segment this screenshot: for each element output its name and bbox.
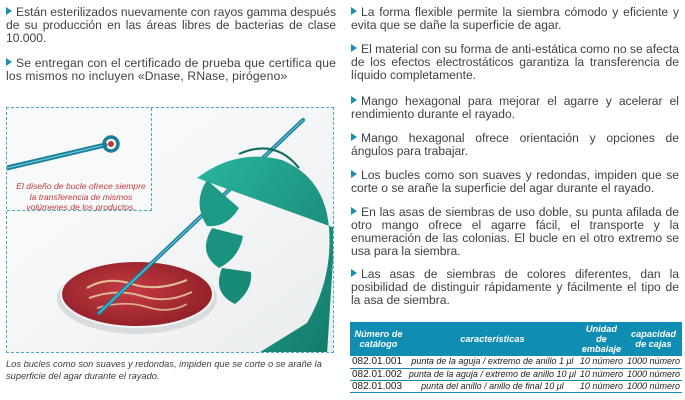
- inset-caption: El diseño de bucle ofrece siempre la transferencia de mismos volúmenes de los productos.: [16, 181, 146, 212]
- characteristics: punta del anillo / anillo de final 10 μl: [407, 380, 578, 392]
- catalog-table: [350, 322, 682, 393]
- characteristics: punta de la aguja / extremo de anillo 10 μl: [408, 368, 576, 379]
- header-characteristics: características: [407, 322, 578, 356]
- box-capacity: 1000 número: [626, 356, 680, 367]
- bullet-arrow-icon: [351, 96, 357, 104]
- right-bullet-text: Mango hexagonal para mejorar el agarre y acelerar el rendimiento durante el rayado.: [351, 94, 679, 121]
- right-bullet-text: El material con su forma de anti-estática como no se afecta de los efectos electrostáticos garantiza la transferencia de líquido completamente.: [351, 42, 679, 82]
- catalog-number: 082.01.001: [350, 356, 407, 368]
- right-bullet-hex-grip: [351, 95, 679, 121]
- header-packaging-unit: Unidad de embalaje: [578, 322, 625, 356]
- packaging-unit: 10 número: [579, 380, 623, 391]
- bullet-arrow-icon: [6, 58, 12, 66]
- right-bullet-text: Los bucles como son suaves y redondas, impiden que se corte o se arañe la superficie del agar durante el rayado.: [351, 168, 679, 195]
- right-bullet-flexible: [351, 6, 679, 32]
- left-bullet-text: Se entregan con el certificado de prueba que certifica que los mismos no incluyen «Dnase, RNase, pirógeno»: [6, 56, 336, 83]
- bullet-arrow-icon: [6, 7, 12, 15]
- right-bullet-text: Las asas de siembras de colores diferentes, dan la posibilidad de distinguir rápidamente y fácilmente el tipo de la asa de siembra.: [351, 267, 679, 307]
- right-bullet-text: En las asas de siembras de uso doble, su punta afilada de otro mango ofrece el agarre fácil, el transporte y la enumeración de las colonias. El bucle en el otro extremo se usa para la siembra.: [351, 205, 679, 258]
- table-row: [350, 356, 682, 368]
- characteristics: punta de la aguja / extremo de anillo 1 μl: [407, 356, 578, 368]
- left-bullet-text: Están esterilizados nuevamente con rayos gamma después de su producción en las áreas libres de bacterias de clase 10.000.: [6, 5, 336, 45]
- right-bullet-hex-orientation: [351, 132, 679, 158]
- header-catalog-number: Número de catálogo: [350, 322, 407, 356]
- petri-dish: [57, 261, 217, 334]
- packaging-unit: 10 número: [579, 368, 623, 379]
- table-row: [350, 368, 682, 380]
- left-bullet-certificate: [6, 57, 336, 83]
- photo-caption: Los bucles como son suaves y redondas, impiden que se corte o se arañe la superficie del agar durante el rayado.: [6, 359, 322, 381]
- bullet-arrow-icon: [351, 170, 357, 178]
- bullet-arrow-icon: [351, 7, 357, 15]
- right-bullet-text: Mango hexagonal ofrece orientación y opciones de ángulos para trabajar.: [351, 131, 679, 158]
- catalog-number: 082.01.003: [350, 380, 407, 392]
- bullet-arrow-icon: [351, 269, 357, 277]
- product-photo: [6, 107, 334, 353]
- right-bullet-text: La forma flexible permite la siembra cómodo y eficiente y evita que se dañe la superficie de agar.: [351, 5, 679, 32]
- header-box-capacity: capacidad de cajas: [625, 322, 682, 356]
- bullet-arrow-icon: [351, 133, 357, 141]
- box-capacity: 1000 número: [626, 380, 680, 391]
- right-bullet-antistatic: [351, 43, 679, 82]
- table-row: [350, 380, 682, 392]
- bullet-arrow-icon: [351, 207, 357, 215]
- right-bullet-double-use: [351, 206, 679, 258]
- left-bullet-sterilized: [6, 6, 336, 45]
- catalog-number: 082.01.002: [350, 368, 407, 380]
- table-header-row: [350, 322, 682, 356]
- right-bullet-colors: [351, 268, 679, 307]
- bullet-arrow-icon: [351, 44, 357, 52]
- right-bullet-smooth-loops: [351, 169, 679, 195]
- box-capacity: 1000 número: [626, 368, 680, 379]
- packaging-unit: 10 número: [579, 356, 623, 367]
